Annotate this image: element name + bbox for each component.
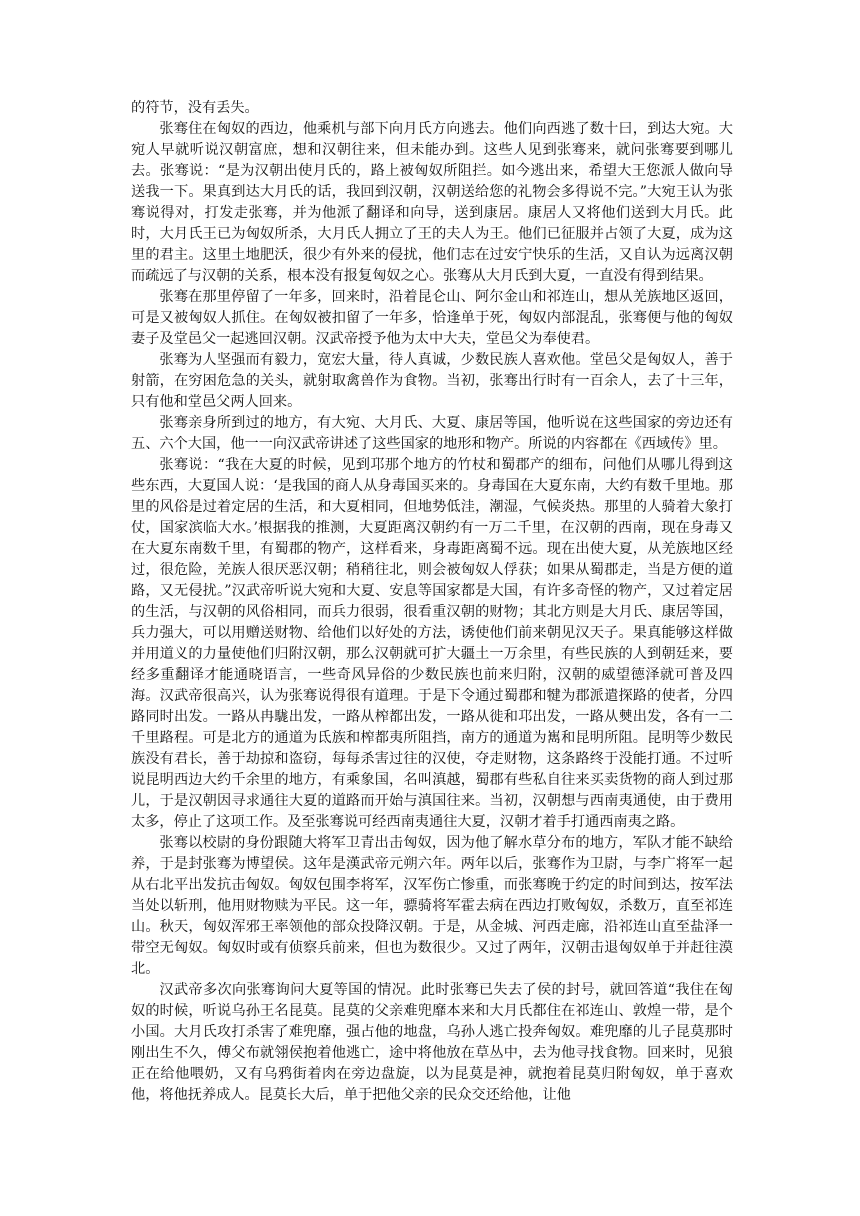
paragraph: 张骞住在匈奴的西边，他乘机与部下向月氏方向逃去。他们向西逃了数十曰，到达大宛。大宛人早就听说汉朝富庶，想和汉朝往来，但未能办到。这些人见到张骞来，就问张骞要到哪儿去。张骞说：“是为汉朝出使月氏的，路上被匈奴所阻拦。如今逃出来，希望大王您派人做向导送我一下。果真到达大月氏的话，我回到汉朝，汉朝送给您的礼物会多得说不完。”大宛王认为张骞说得对，打发走张骞，并为他派了翻译和向导，送到康居。康居人又将他们送到大月氏。此时，大月氏王已为匈奴所杀，大月氏人拥立了王的夫人为王。他们已征服并占领了大夏，成为这里的君主。这里土地肥沃，很少有外来的侵扰，他们志在过安宁快乐的生活，又自认为远离汉朝而疏远了与汉朝的关系，根本没有报复匈奴之心。张骞从大月氏到大夏，一直没有得到结果。	[131, 121, 733, 284]
paragraph: 张骞以校尉的身份跟随大将军卫青出击匈奴，因为他了解水草分布的地方，军队才能不缺给养，于是封张骞为博望侯。这年是漢武帝元朔六年。两年以后，张骞作为卫尉，与李广将军一起从右北平出发抗击匈奴。匈奴包围李将军，汉军伤亡惨重，而张骞晚于约定的时间到达，按军法当处以斩刑，他用财物赎为平民。这一年，骠骑将军霍去病在西边打败匈奴，杀数万，直至祁连山。秋天，匈奴浑邪王率领他的部众投降汉朝。于是，从金城、河西走廊，沿祁连山直至盐泽一带空无匈奴。匈奴时或有侦察兵前来，但也为数很少。又过了两年，汉朝击退匈奴单于并赶往漠北。	[131, 835, 733, 977]
document-page	[131, 98, 733, 1106]
paragraph: 张骞在那里停留了一年多，回来时，沿着昆仑山、阿尔金山和祁连山，想从羌族地区返回，可是又被匈奴人抓住。在匈奴被扣留了一年多，恰逢单于死，匈奴内部混乱，张骞便与他的匈奴妻子及堂邑父一起逃回汉朝。汉武帝授予他为太中大夫，堂邑父为奉使君。	[131, 289, 733, 347]
paragraph: 张骞亲身所到过的地方，有大宛、大月氏、大夏、康居等国，他听说在这些国家的旁边还有五、六个大国，他一一向汉武帝讲述了这些国家的地形和物产。所说的内容都在《西域传》里。	[131, 415, 733, 452]
paragraph: 张骞说：“我在大夏的时候，见到邛那个地方的竹杖和蜀郡产的细布，问他们从哪儿得到这些东西，大夏国人说：‘是我国的商人从身毒国买来的。身毒国在大夏东南，大约有数千里地。那里的风俗是过着定居的生活，和大夏相同，但地势低洼，潮湿，气候炎热。那里的人骑着大象打仗，国家滨临大水。’根据我的推测，大夏距离汉朝约有一万二千里，在汉朝的西南，现在身毒又在大夏东南数千里，有蜀郡的物产，这样看来，身毒距离蜀不远。现在出使大夏，从羌族地区经过，很危险，羌族人很厌恶汉朝；稍稍往北，则会被匈奴人俘获；如果从蜀郡走，当是方便的道路，又无侵扰。”汉武帝听说大宛和大夏、安息等国家都是大国，有许多奇怪的物产，又过着定居的生活，与汉朝的风俗相同，而兵力很弱，很看重汉朝的财物；其北方则是大月氏、康居等国，兵力强大，可以用赠送财物、给他们以好处的方法，诱使他们前来朝见汉天子。果真能够这样做并用道义的力量使他们归附汉朝，那么汉朝就可扩大疆土一万余里，有些民族的人到朝廷来，要经多重翻译才能通晓语言，一些奇风异俗的少数民族也前来归附，汉朝的威望德泽就可普及四海。汉武帝很高兴，认为张骞说得很有道理。于是下令通过蜀郡和犍为郡派遣探路的使者，分四路同时出发。一路从冉駹出发，一路从榨都出发，一路从徙和邛出发，一路从僰出发，各有一二千里路程。可是北方的通道为氐族和榨都夷所阻挡，南方的通道为嶲和昆明所阻。昆明等少数民族没有君长，善于劫掠和盗窃，每每杀害过往的汉使，夺走财物，这条路终于没能打通。不过听说昆明西边大约千余里的地方，有乘象国，名叫滇越，蜀郡有些私自往来买卖货物的商人到过那儿，于是汉朝因寻求通往大夏的道路而开始与滇国往来。当初，汉朝想与西南夷通使，由于费用太多，停止了这项工作。及至张骞说可经西南夷通往大夏，汉朝才着手打通西南夷之路。	[131, 457, 733, 830]
paragraph: 张骞为人坚强而有毅力，宽宏大量，待人真诚，少数民族人喜欢他。堂邑父是匈奴人，善于射箭，在穷困危急的关头，就射取禽兽作为食物。当初，张骞出行时有一百余人，去了十三年，只有他和堂邑父两人回来。	[131, 352, 733, 410]
paragraph-continuation: 的符节，没有丢失。	[131, 100, 259, 116]
paragraph: 汉武帝多次向张骞询问大夏等国的情况。此时张骞已失去了侯的封号，就回答道“我住在匈奴的时候，听说乌孙王名昆莫。昆莫的父亲难兜靡本来和大月氏都住在祁连山、敦煌一带，是个小国。大月氏攻打杀害了难兜靡，强占他的地盘，乌孙人逃亡投奔匈奴。难兜靡的儿子昆莫那时刚出生不久，傅父布就翎侯抱着他逃亡，途中将他放在草丛中，去为他寻找食物。回来时，见狼正在给他喂奶，又有乌鸦街着肉在旁边盘旋，以为昆莫是神，就抱着昆莫归附匈奴，单于喜欢他，将他抚养成人。昆莫长大后，单于把他父亲的民众交还给他，让他	[131, 982, 733, 1103]
